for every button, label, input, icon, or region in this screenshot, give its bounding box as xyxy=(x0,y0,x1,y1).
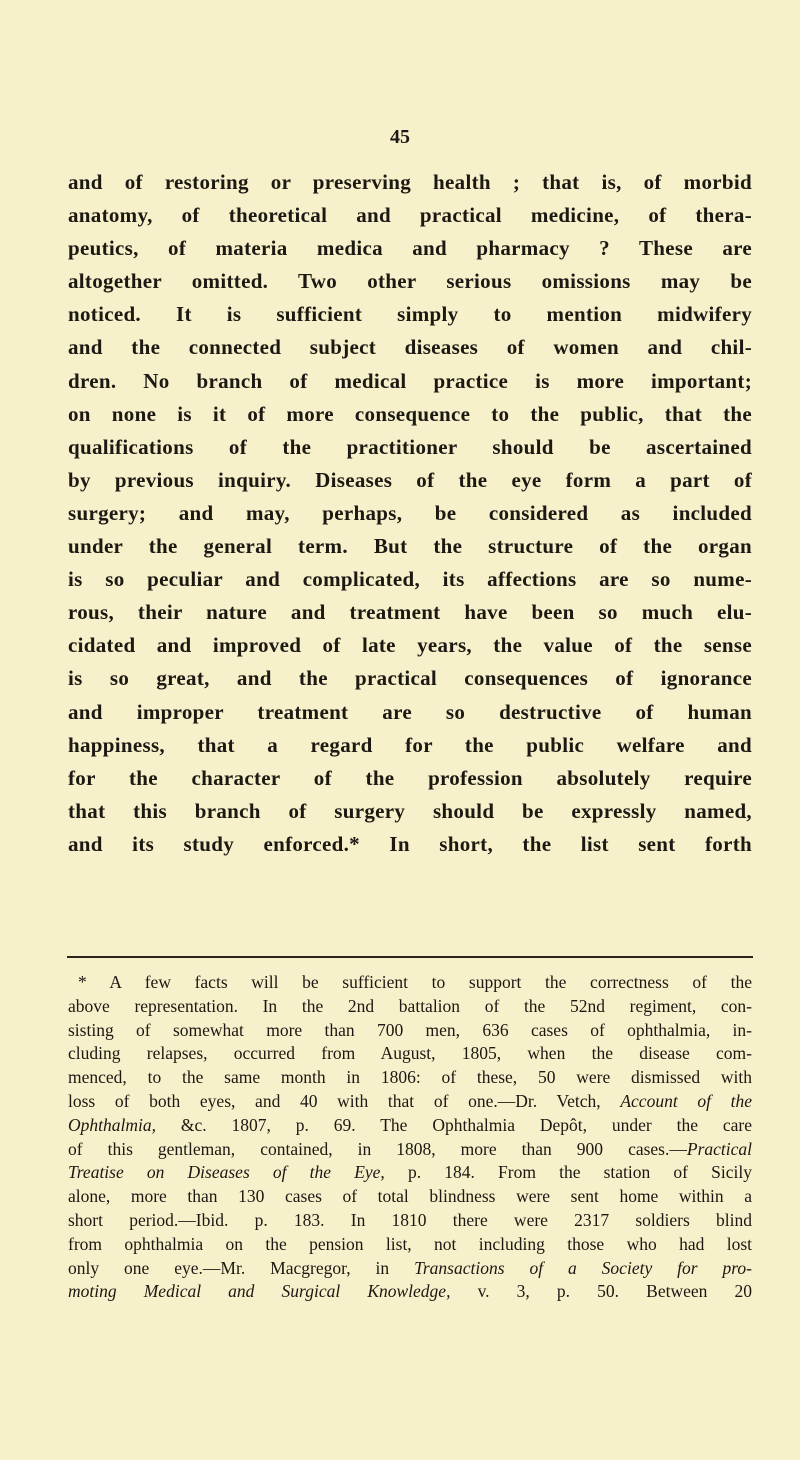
footnote xyxy=(68,970,752,1303)
footnote-line xyxy=(68,1184,752,1208)
body-line: by previous inquiry. Diseases of the eye form a part of xyxy=(68,467,752,492)
body-line: rous, their nature and treatment have been so much elu- xyxy=(68,600,752,625)
citation-title: moting Medical and Surgical Knowledge, xyxy=(68,1281,451,1302)
citation-title: Ophthalmia, xyxy=(68,1114,156,1135)
footnote-text: from ophthalmia on the pension list, not including those who had lost xyxy=(68,1233,752,1254)
footnote-text: * A few facts will be sufficient to support the correctness of the xyxy=(78,972,752,992)
body-line: noticed. It is sufficient simply to mention midwifery xyxy=(68,302,752,327)
citation-title: Practical xyxy=(686,1138,752,1159)
footnote-text: sisting of somewhat more than 700 men, 636 cases of ophthalmia, in- xyxy=(68,1019,752,1040)
footnote-line xyxy=(68,1137,752,1161)
body-line: is so peculiar and complicated, its affections are so nume- xyxy=(68,567,752,592)
body-line: peutics, of materia medica and pharmacy ? These are xyxy=(68,236,752,261)
body-line: is so great, and the practical consequences of ignorance xyxy=(68,666,752,691)
body-line: surgery; and may, perhaps, be considered as included xyxy=(68,500,752,525)
body-text xyxy=(68,166,752,861)
body-line: and its study enforced.* In short, the list sent forth xyxy=(68,831,752,856)
footnote-line xyxy=(68,1041,752,1065)
citation-title: Treatise on Diseases of the Eye, xyxy=(68,1162,385,1183)
footnote-text: p. 184. From the station of Sicily xyxy=(384,1162,752,1183)
footnote-text: short period.—Ibid. p. 183. In 1810 there were 2317 soldiers blind xyxy=(68,1209,752,1230)
footnote-text: alone, more than 130 cases of total blindness were sent home within a xyxy=(68,1186,752,1207)
body-line: and of restoring or preserving health ; that is, of morbid xyxy=(68,170,752,194)
footnote-text: menced, to the same month in 1806: of these, 50 were dismissed with xyxy=(68,1067,752,1088)
body-line: anatomy, of theoretical and practical medicine, of thera- xyxy=(68,203,752,228)
footnote-text: &c. 1807, p. 69. The Ophthalmia Depôt, under the care xyxy=(156,1114,752,1135)
body-line: happiness, that a regard for the public welfare and xyxy=(68,732,752,757)
footnote-line xyxy=(68,1065,752,1089)
footnote-text: above representation. In the 2nd battalion of the 52nd regiment, con- xyxy=(68,995,752,1016)
footnote-text: only one eye.—Mr. Macgregor, in xyxy=(68,1257,415,1278)
footnote-divider xyxy=(67,956,753,958)
footnote-line xyxy=(68,1256,752,1280)
footnote-line xyxy=(68,1018,752,1042)
body-line: altogether omitted. Two other serious omissions may be xyxy=(68,269,752,294)
body-line: and improper treatment are so destructive of human xyxy=(68,699,752,724)
body-line: cidated and improved of late years, the value of the sense xyxy=(68,633,752,658)
footnote-line xyxy=(68,1208,752,1232)
body-line: that this branch of surgery should be expressly named, xyxy=(68,798,752,823)
footnote-line xyxy=(68,1089,752,1113)
footnote-line xyxy=(68,970,752,994)
footnote-text: cluding relapses, occurred from August, 1805, when the disease com- xyxy=(68,1043,752,1064)
footnote-line xyxy=(68,994,752,1018)
body-line: qualifications of the practitioner should be ascertained xyxy=(68,434,752,459)
footnote-text: loss of both eyes, and 40 with that of one.—Dr. Vetch, xyxy=(68,1090,621,1111)
citation-title: Account of the xyxy=(620,1090,753,1111)
body-line: under the general term. But the structure of the organ xyxy=(68,534,752,559)
body-line: for the character of the profession absolutely require xyxy=(68,765,752,790)
footnote-line xyxy=(68,1113,752,1137)
footnote-text: v. 3, p. 50. Between 20 xyxy=(450,1281,753,1302)
page-number: 45 xyxy=(390,126,410,148)
footnote-line xyxy=(68,1232,752,1256)
footnote-text: of this gentleman, contained, in 1808, more than 900 cases.— xyxy=(68,1138,687,1159)
body-line: dren. No branch of medical practice is more important; xyxy=(68,368,752,393)
citation-title: Transactions of a Society for pro- xyxy=(414,1257,752,1278)
footnote-line xyxy=(68,1160,752,1184)
body-line: on none is it of more consequence to the public, that the xyxy=(68,401,752,426)
body-line: and the connected subject diseases of women and chil- xyxy=(68,335,752,360)
footnote-line xyxy=(68,1279,752,1303)
